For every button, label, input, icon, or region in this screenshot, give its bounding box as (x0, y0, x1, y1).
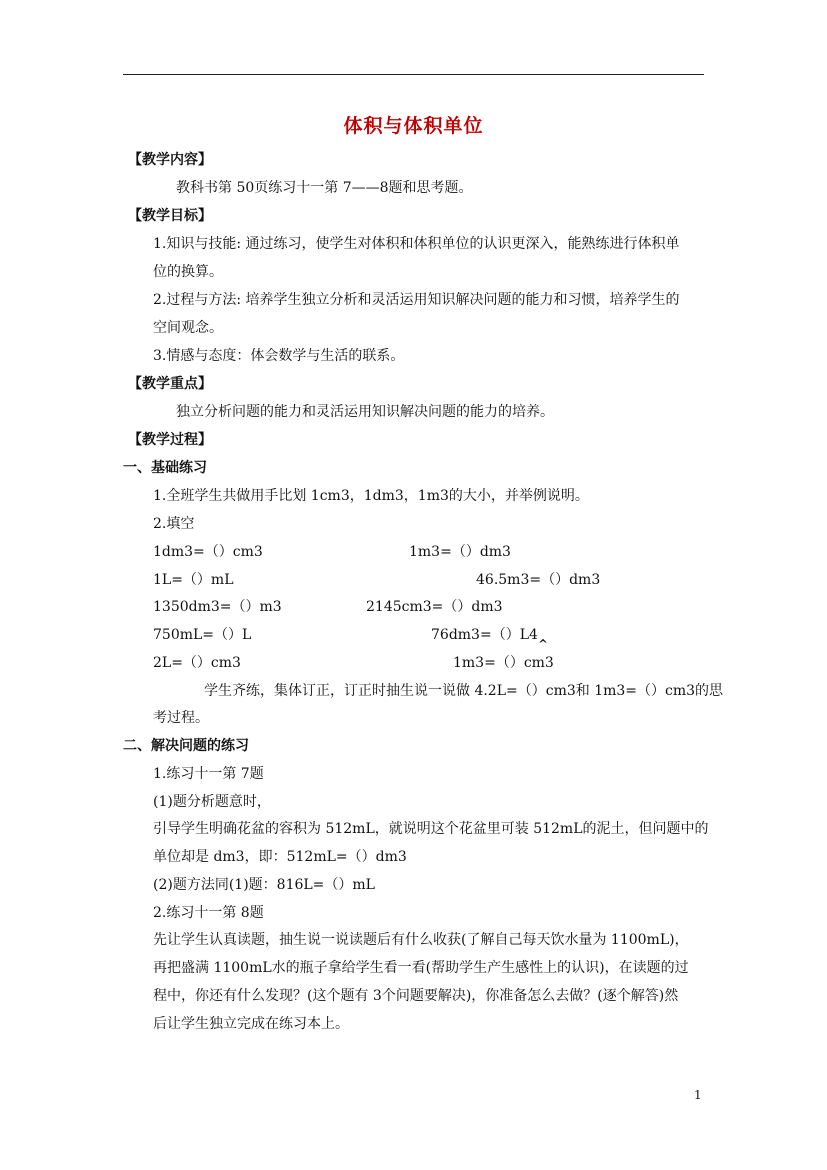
fill-blank-text: 76dm3=（）L4 (431, 627, 538, 643)
part-2-item-6-line-4: 后让学生独立完成在练习本上。 (153, 1016, 349, 1032)
fill-blank: 1dm3=（）cm3 (153, 544, 263, 560)
key-heading: 【教学重点】 (128, 376, 212, 392)
goal-2-line-1: 2.过程与方法: 培养学生独立分析和灵活运用知识解决问题的能力和习惯，培养学生的 (153, 292, 680, 308)
content-text: 教科书第 50页练习十一第 7——8题和思考题。 (176, 180, 473, 196)
fill-blank: 46.5m3=（）dm3 (476, 572, 601, 588)
fill-blank: 2145cm3=（）dm3 (366, 599, 503, 615)
part-2-item-1: 1.练习十一第 7题 (153, 766, 264, 782)
process-heading: 【教学过程】 (128, 432, 212, 448)
fill-blank: 2L=（）cm3 (153, 655, 241, 671)
part-1-item-2: 2.填空 (153, 516, 195, 532)
part-1-practice-line-1: 学生齐练，集体订正，订正时抽生说一说做 4.2L=（）cm3和 1m3=（）cm3的思 (204, 683, 724, 699)
document-title: 体积与体积单位 (343, 115, 484, 137)
goal-3: 3.情感与态度：体会数学与生活的联系。 (153, 348, 405, 364)
fill-blank (431, 625, 548, 645)
part-2-item-3-line-1: 引导学生明确花盆的容积为 512mL，就说明这个花盆里可装 512mL的泥土，但问题中的 (153, 821, 709, 837)
fill-blank: 1m3=（）cm3 (453, 655, 554, 671)
key-text: 独立分析问题的能力和灵活运用知识解决问题的能力的培养。 (176, 404, 554, 420)
part-2-item-4: (2)题方法同(1)题：816L=（）mL (153, 877, 375, 893)
fill-blank: 1m3=（）dm3 (409, 544, 511, 560)
goal-1-line-2: 位的换算。 (153, 264, 223, 280)
part-2-item-3-line-2: 单位却是 dm3，即：512mL=（）dm3 (153, 849, 407, 865)
part-2-item-6-line-3: 程中，你还有什么发现？(这个题有 3个问题要解决)，你准备怎么去做？(逐个解答)然 (153, 988, 679, 1004)
part-1-item-1: 1.全班学生共做用手比划 1cm3，1dm3，1m3的大小，并举例说明。 (153, 488, 589, 504)
caret-up-icon: ‸ (537, 627, 549, 643)
content-heading: 【教学内容】 (128, 152, 212, 168)
fill-blank: 1L=（）mL (153, 572, 234, 588)
part-2-item-2: (1)题分析题意时， (153, 794, 271, 810)
part-2-item-6-line-2: 再把盛满 1100mL水的瓶子拿给学生看一看(帮助学生产生感性上的认识)，在读题的过 (153, 960, 689, 976)
part-2-heading: 二、解决问题的练习 (123, 738, 249, 754)
part-1-practice-line-2: 考过程。 (153, 710, 209, 726)
page-number: 1 (694, 1088, 702, 1102)
goal-heading: 【教学目标】 (128, 208, 212, 224)
part-2-item-5: 2.练习十一第 8题 (153, 905, 264, 921)
part-1-heading: 一、基础练习 (123, 460, 207, 476)
goal-1-line-1: 1.知识与技能: 通过练习，使学生对体积和体积单位的认识更深入，能熟练进行体积单 (153, 236, 680, 252)
goal-2-line-2: 空间观念。 (153, 320, 223, 336)
header-rule (123, 74, 704, 75)
fill-blank: 1350dm3=（）m3 (153, 599, 282, 615)
part-2-item-6-line-1: 先让学生认真读题，抽生说一说读题后有什么收获(了解自己每天饮水量为 1100mL)， (153, 932, 689, 948)
fill-blank: 750mL=（）L (153, 627, 252, 643)
